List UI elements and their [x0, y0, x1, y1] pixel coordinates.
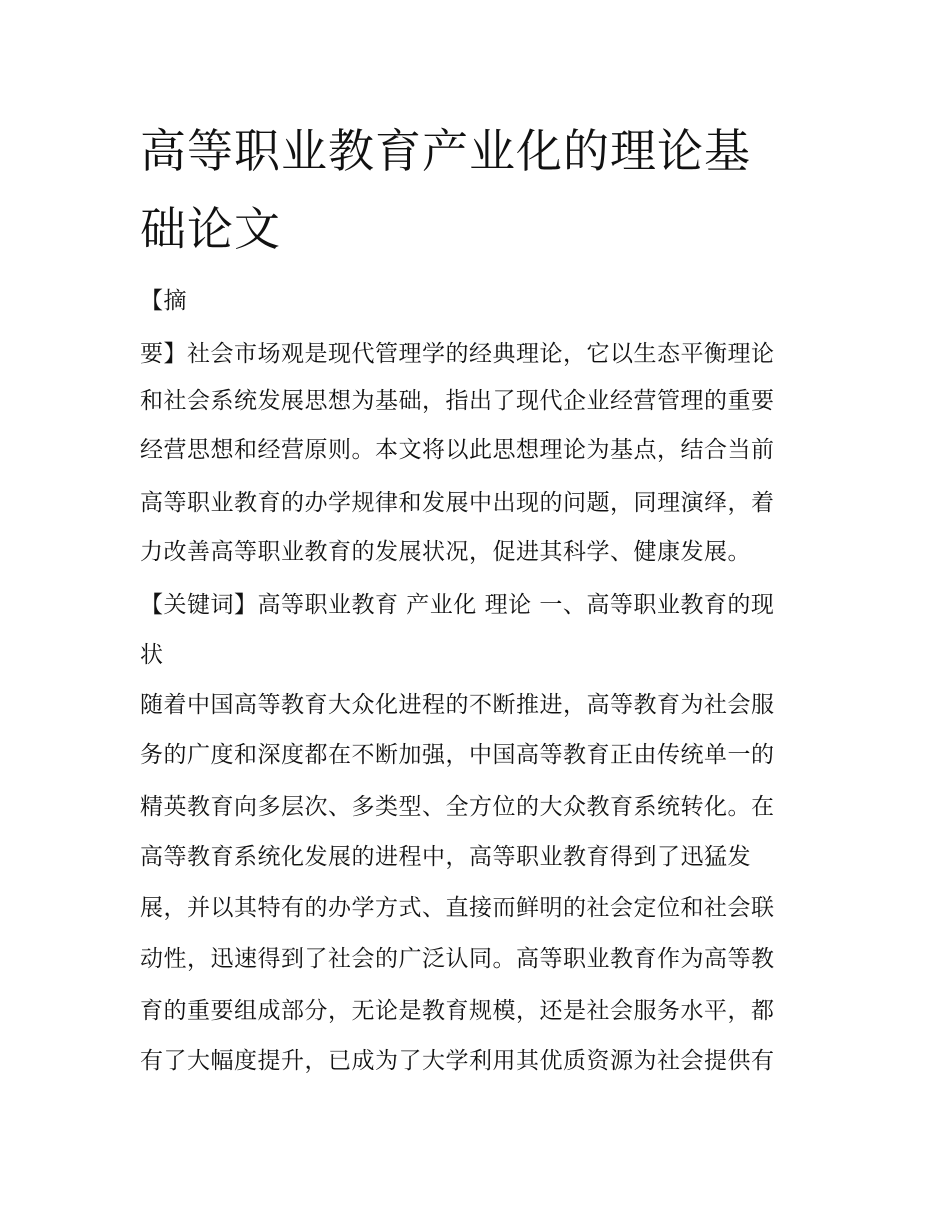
abstract-line: 经营思想和经营原则。本文将以此思想理论为基点，结合当前	[140, 437, 775, 463]
paragraph-line: 随着中国高等教育大众化进程的不断推进，高等教育为社会服	[140, 692, 775, 718]
paragraph-line: 精英教育向多层次、多类型、全方位的大众教育系统转化。在	[140, 794, 775, 820]
paragraph-line: 高等教育系统化发展的进程中，高等职业教育得到了迅猛发	[140, 844, 751, 870]
paragraph-line: 育的重要组成部分，无论是教育规模，还是社会服务水平，都	[140, 998, 775, 1024]
paragraph-line: 动性，迅速得到了社会的广泛认同。高等职业教育作为高等教	[140, 946, 775, 972]
paragraph-line: 展，并以其特有的办学方式、直接而鲜明的社会定位和社会联	[140, 895, 775, 921]
paragraph-line: 务的广度和深度都在不断加强，中国高等教育正由传统单一的	[140, 742, 775, 768]
abstract-label-line: 【摘	[140, 288, 187, 314]
section-heading-line: 状	[140, 642, 164, 668]
title-line: 高等职业教育产业化的理论基	[140, 124, 751, 178]
keywords-line: 【关键词】高等职业教育 产业化 理论 一、高等职业教育的现	[140, 592, 775, 618]
document-title	[140, 112, 820, 268]
abstract-line: 和社会系统发展思想为基础，指出了现代企业经营管理的重要	[140, 388, 775, 414]
title-line: 础论文	[140, 202, 281, 256]
abstract-line: 高等职业教育的办学规律和发展中出现的问题，同理演绎，着	[140, 490, 775, 516]
abstract-line: 要】社会市场观是现代管理学的经典理论，它以生态平衡理论	[140, 341, 775, 367]
paragraph-line: 有了大幅度提升，已成为了大学利用其优质资源为社会提供有	[140, 1048, 775, 1074]
abstract-line: 力改善高等职业教育的发展状况，促进其科学、健康发展。	[140, 539, 751, 565]
